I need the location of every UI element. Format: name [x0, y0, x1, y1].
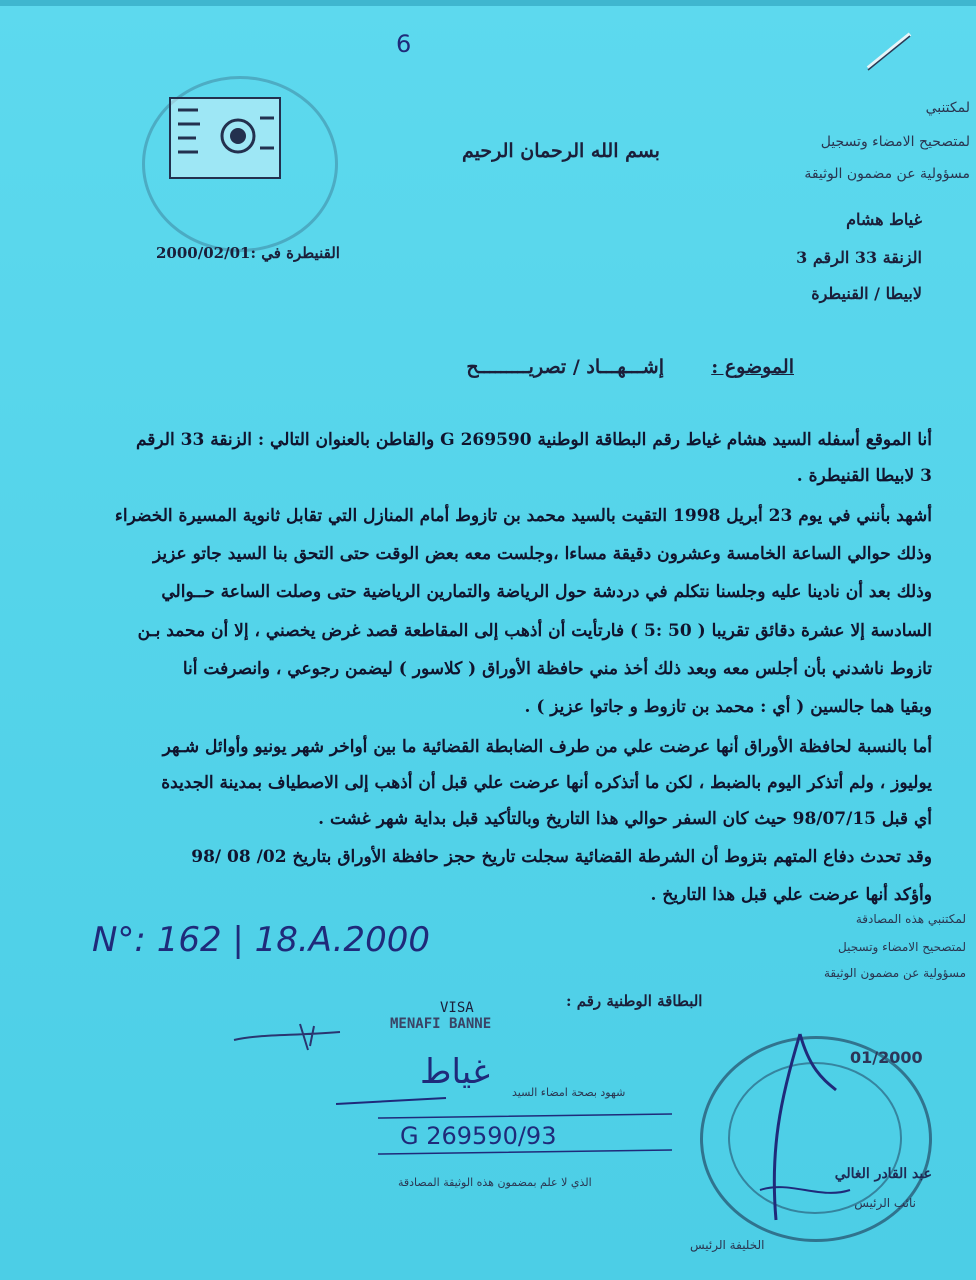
official-stamp-name: MENAFI BANNE	[390, 1016, 492, 1032]
scan-edge	[0, 0, 976, 6]
body-line: أنا الموقع أسفله السيد هشام غياط رقم البطاقة الوطنية G 269590 والقاطن بالعنوان التالي : الزنقة 33 الرقم	[135, 430, 932, 450]
page-number: 6	[396, 30, 412, 58]
body-line: أي قبل 98/07/15 حيث كان السفر حوالي هذا التاريخ وبالتأكيد قبل بداية شهر غشت .	[318, 809, 932, 829]
id-card-label: البطاقة الوطنية رقم :	[566, 992, 703, 1010]
body-line: وأؤكد أنها عرضت علي قبل هذا التاريخ .	[650, 885, 932, 905]
document-page: 6 بسم الله الرحمان الرحيم لمكتنبي لمتصحيح الامضاء وتسجيل مسؤولية عن مضمون الوثيقة القنيطرة في :2000/02/01 غياط هشام الزنقة 33 الرقم 3 لابيطا / القنيطرة الموضوع : إشـــهـــاد / تصريـــــــــح أنا الموقع أسفله السيد هشام غياط رقم البطاقة الوطنية G 269590 والقاطن بالعنوان التالي : الزنقة 33 الرقم 3 لابيطا القنيطرة . أشهد بأنني في يوم 23 أبريل 1998 التقيت بالسيد محمد بن تازوط أمام المنازل التي تقابل ثانوية المسيرة الخضراء وذلك حوالي الساعة الخامسة وعشرون دقيقة مساءا ،وجلست معه بعض الوقت حتى التحق بنا السيد جاتو عزيز وذلك بعد أن نادينا عليه وجلسنا نتكلم في دردشة حول الرياضة والتمارين الرياضية حتى وصلت الساعة حــوالي السادسة إلا عشرة دقائق تقريبا ( 50 :5 ) فارتأيت أن أذهب إلى المقاطعة قصد غرض يخصني ، إلا أن محمد بـن تازوط ناشدني بأن أجلس معه وبعد ذلك أخذ مني حافظة الأوراق ( كلاسور ) ليضمن رجوعي ، وانصرفت أنا وبقيا هما جالسين ( أي : محمد بن تازوط و جاتوا عزيز ) . أما بالنسبة لحافظة الأوراق أنها عرضت علي من طرف الضابطة القضائية ما بين أواخر شهر يونيو وأوائل شـهر يوليوز ، ولم أتذكر اليوم بالضبط ، لكن ما أتذكره أنها عرضت علي قبل أن أذهب إلى الاصطياف بمدينة الجديدة أي قبل 98/07/15 حيث كان السفر حوالي هذا التاريخ وبالتأكيد قبل بداية شهر غشت . وقد تحدث دفاع المتهم بتزوط أن الشرطة القضائية سجلت تاريخ حجز حافظة الأوراق بتاريخ 02/ 08 /98 وأؤكد أنها عرضت علي قبل هذا التاريخ . لمكتنبي هذه المصادقة لمتصحيح الامضاء وتسجيل مسؤولية عن مضمون الوثيقة N°: 162 | 18.A.2000 البطاقة الوطنية رقم : VISA MENAFI BANNE غياط شهود بصحة امضاء السيد G 269590/93 الذي لا علم بمضمون هذه الوثيقة المصادقة 01/2000 عبد القادر الغالي نائب الرئيس الخليفة الرئيس	[0, 0, 976, 1280]
visa-signature-mark	[230, 1020, 350, 1060]
body-line: السادسة إلا عشرة دقائق تقريبا ( 50 :5 ) فارتأيت أن أذهب إلى المقاطعة قصد غرض يخصني ، إلا أن محمد بـن	[137, 621, 932, 641]
subject-label: الموضوع :	[711, 356, 794, 378]
body-line: وذلك بعد أن نادينا عليه وجلسنا نتكلم في دردشة حول الرياضة والتمارين الرياضية حتى وصلت الساعة حــوالي	[161, 582, 932, 602]
body-line: يوليوز ، ولم أتذكر اليوم بالضبط ، لكن ما أتذكره أنها عرضت علي قبل أن أذهب إلى الاصطياف بمدينة الجديدة	[161, 773, 932, 793]
disclaimer-line: الذي لا علم بمضمون هذه الوثيقة المصادقة	[398, 1176, 592, 1189]
place-date: القنيطرة في :2000/02/01	[156, 244, 340, 262]
official-title: نائب الرئيس	[854, 1196, 916, 1210]
signature-stroke	[336, 1090, 456, 1110]
sender-street: الزنقة 33 الرقم 3	[796, 248, 922, 267]
paperclip-mark	[860, 26, 920, 76]
official-stamp-label: الخليفة الرئيس	[690, 1238, 765, 1252]
body-line: وذلك حوالي الساعة الخامسة وعشرون دقيقة مساءا ،وجلست معه بعض الوقت حتى التحق بنا السيد جاتو عزيز	[153, 544, 932, 564]
body-line: وقد تحدث دفاع المتهم بتزوط أن الشرطة القضائية سجلت تاريخ حجز حافظة الأوراق بتاريخ 02/ 08 /98	[191, 847, 932, 867]
body-line: 3 لابيطا القنيطرة .	[796, 466, 932, 486]
body-line: أما بالنسبة لحافظة الأوراق أنها عرضت علي من طرف الضابطة القضائية ما بين أواخر شهر يونيو وأوائل شـهر	[162, 737, 932, 757]
id-card-number: G 269590/93	[400, 1122, 557, 1150]
body-line: تازوط ناشدني بأن أجلس معه وبعد ذلك أخذ مني حافظة الأوراق ( كلاسور ) ليضمن رجوعي ، وانصرفت أنا	[182, 659, 932, 679]
visa-label: VISA	[440, 1000, 474, 1016]
body-line: وبقيا هما جالسين ( أي : محمد بن تازوط و جاتوا عزيز ) .	[524, 697, 932, 717]
subject-text: إشـــهـــاد / تصريـــــــــح	[466, 356, 664, 378]
signature-name: غياط	[420, 1052, 490, 1092]
seal-date: 01/2000	[850, 1048, 923, 1067]
basmala: بسم الله الرحمان الرحيم	[462, 140, 660, 162]
body-line: أشهد بأنني في يوم 23 أبريل 1998 التقيت بالسيد محمد بن تازوط أمام المنازل التي تقابل ثانوية المسيرة الخضراء	[114, 506, 932, 526]
sender-name: غياط هشام	[846, 210, 922, 229]
sender-city: لابيطا / القنيطرة	[811, 284, 922, 303]
certification-line: شهود بصحة امضاء السيد	[512, 1086, 626, 1099]
official-name: عبد القادر الغالي	[834, 1166, 932, 1182]
registration-note: N°: 162 | 18.A.2000	[92, 920, 430, 960]
